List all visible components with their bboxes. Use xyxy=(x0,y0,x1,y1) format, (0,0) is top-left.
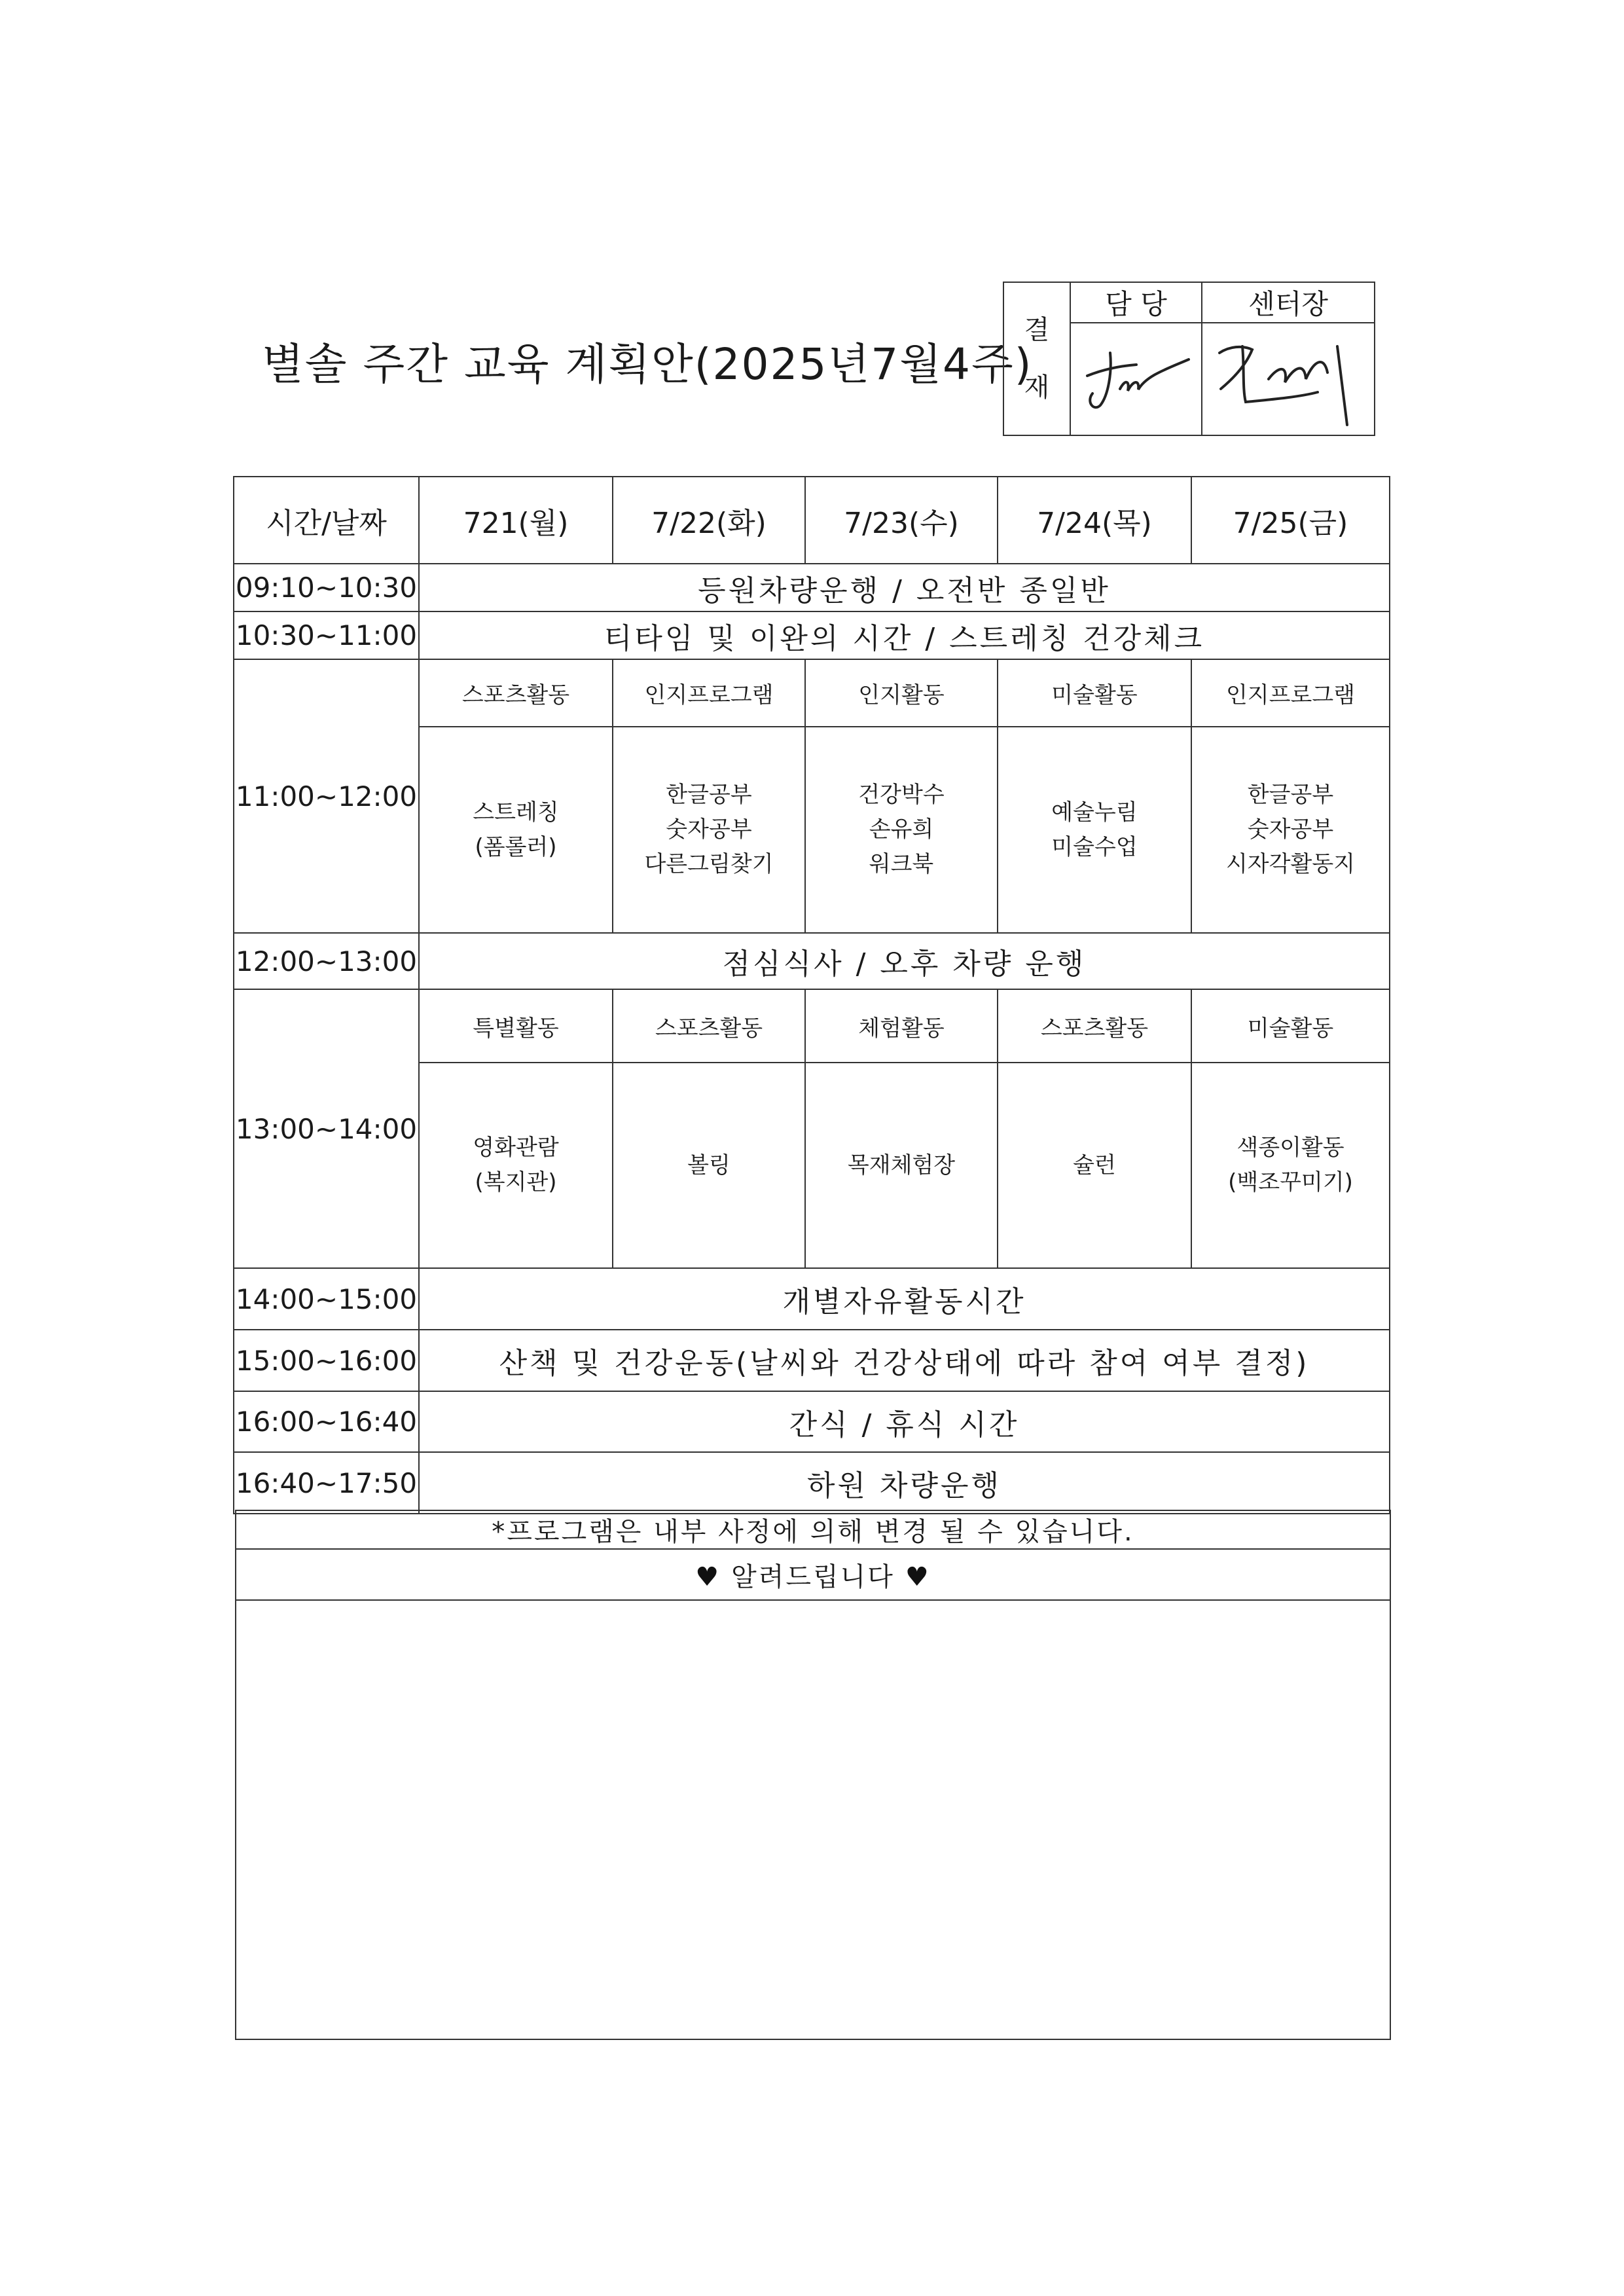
header-day-mon: 721(월) xyxy=(419,477,613,564)
all-day-activity: 하원 차량운행 xyxy=(419,1452,1390,1514)
activity-cell: 한글공부 숫자공부 시자각활동지 xyxy=(1191,727,1390,933)
time-cell: 14:00~15:00 xyxy=(234,1268,419,1330)
table-row xyxy=(234,1330,1390,1391)
activity-cell: 색종이활동 (백조꾸미기) xyxy=(1191,1063,1390,1268)
time-cell: 16:40~17:50 xyxy=(234,1452,419,1514)
activity-cell: 영화관람 (복지관) xyxy=(419,1063,613,1268)
table-row xyxy=(234,933,1390,989)
activity-cell: 목재체험장 xyxy=(805,1063,998,1268)
category-cell: 인지프로그램 xyxy=(1191,659,1390,727)
notice-title: 알려드립니다 xyxy=(731,1561,895,1592)
header-row xyxy=(234,477,1390,564)
notice-body xyxy=(236,1600,1390,2039)
notes-section xyxy=(235,1510,1391,2040)
time-cell: 11:00~12:00 xyxy=(234,659,419,933)
category-cell: 스포츠활동 xyxy=(613,989,805,1063)
header-day-thu: 7/24(목) xyxy=(998,477,1191,564)
table-row xyxy=(234,611,1390,659)
activity-cell: 스트레칭 (폼롤러) xyxy=(419,727,613,933)
header-day-wed: 7/23(수) xyxy=(805,477,998,564)
approval-col-manager: 담 당 xyxy=(1070,282,1202,323)
time-cell: 15:00~16:00 xyxy=(234,1330,419,1391)
category-cell: 인지활동 xyxy=(805,659,998,727)
category-cell: 스포츠활동 xyxy=(998,989,1191,1063)
all-day-activity: 산책 및 건강운동(날씨와 건강상태에 따라 참여 여부 결정) xyxy=(419,1330,1390,1391)
activity-cell: 슐런 xyxy=(998,1063,1191,1268)
category-cell: 특별활동 xyxy=(419,989,613,1063)
approval-col-director: 센터장 xyxy=(1202,282,1375,323)
category-cell: 인지프로그램 xyxy=(613,659,805,727)
table-row xyxy=(234,1452,1390,1514)
table-row xyxy=(234,989,1390,1063)
category-cell: 미술활동 xyxy=(998,659,1191,727)
all-day-activity: 티타임 및 이완의 시간 / 스트레칭 건강체크 xyxy=(419,611,1390,659)
notice-title-row xyxy=(236,1549,1390,1600)
category-cell: 체험활동 xyxy=(805,989,998,1063)
all-day-activity: 간식 / 휴식 시간 xyxy=(419,1391,1390,1452)
time-cell: 13:00~14:00 xyxy=(234,989,419,1268)
manager-signature xyxy=(1070,323,1202,435)
heart-icon: ♥ xyxy=(695,1561,721,1592)
table-row xyxy=(234,1268,1390,1330)
activity-cell: 볼링 xyxy=(613,1063,805,1268)
header-time-day: 시간/날짜 xyxy=(234,477,419,564)
time-cell: 12:00~13:00 xyxy=(234,933,419,989)
time-cell: 09:10~10:30 xyxy=(234,564,419,611)
page-title: 별솔 주간 교육 계획안(2025년7월4주) xyxy=(262,338,1033,390)
table-row xyxy=(234,1391,1390,1452)
table-row xyxy=(234,564,1390,611)
header-day-fri: 7/25(금) xyxy=(1191,477,1390,564)
activity-cell: 예술누림 미술수업 xyxy=(998,727,1191,933)
schedule-table xyxy=(233,476,1390,1514)
time-cell: 16:00~16:40 xyxy=(234,1391,419,1452)
activity-cell: 한글공부 숫자공부 다른그림찾기 xyxy=(613,727,805,933)
all-day-activity: 개별자유활동시간 xyxy=(419,1268,1390,1330)
change-notice: *프로그램은 내부 사정에 의해 변경 될 수 있습니다. xyxy=(236,1510,1390,1549)
heart-icon: ♥ xyxy=(905,1561,931,1592)
header-day-tue: 7/22(화) xyxy=(613,477,805,564)
category-cell: 미술활동 xyxy=(1191,989,1390,1063)
time-cell: 10:30~11:00 xyxy=(234,611,419,659)
activity-cell: 건강박수 손유희 워크북 xyxy=(805,727,998,933)
all-day-activity: 점심식사 / 오후 차량 운행 xyxy=(419,933,1390,989)
approval-box xyxy=(1003,282,1375,436)
director-signature xyxy=(1202,323,1375,435)
table-row xyxy=(234,659,1390,727)
all-day-activity: 등원차량운행 / 오전반 종일반 xyxy=(419,564,1390,611)
category-cell: 스포츠활동 xyxy=(419,659,613,727)
approval-label: 결 재 xyxy=(1003,282,1070,435)
